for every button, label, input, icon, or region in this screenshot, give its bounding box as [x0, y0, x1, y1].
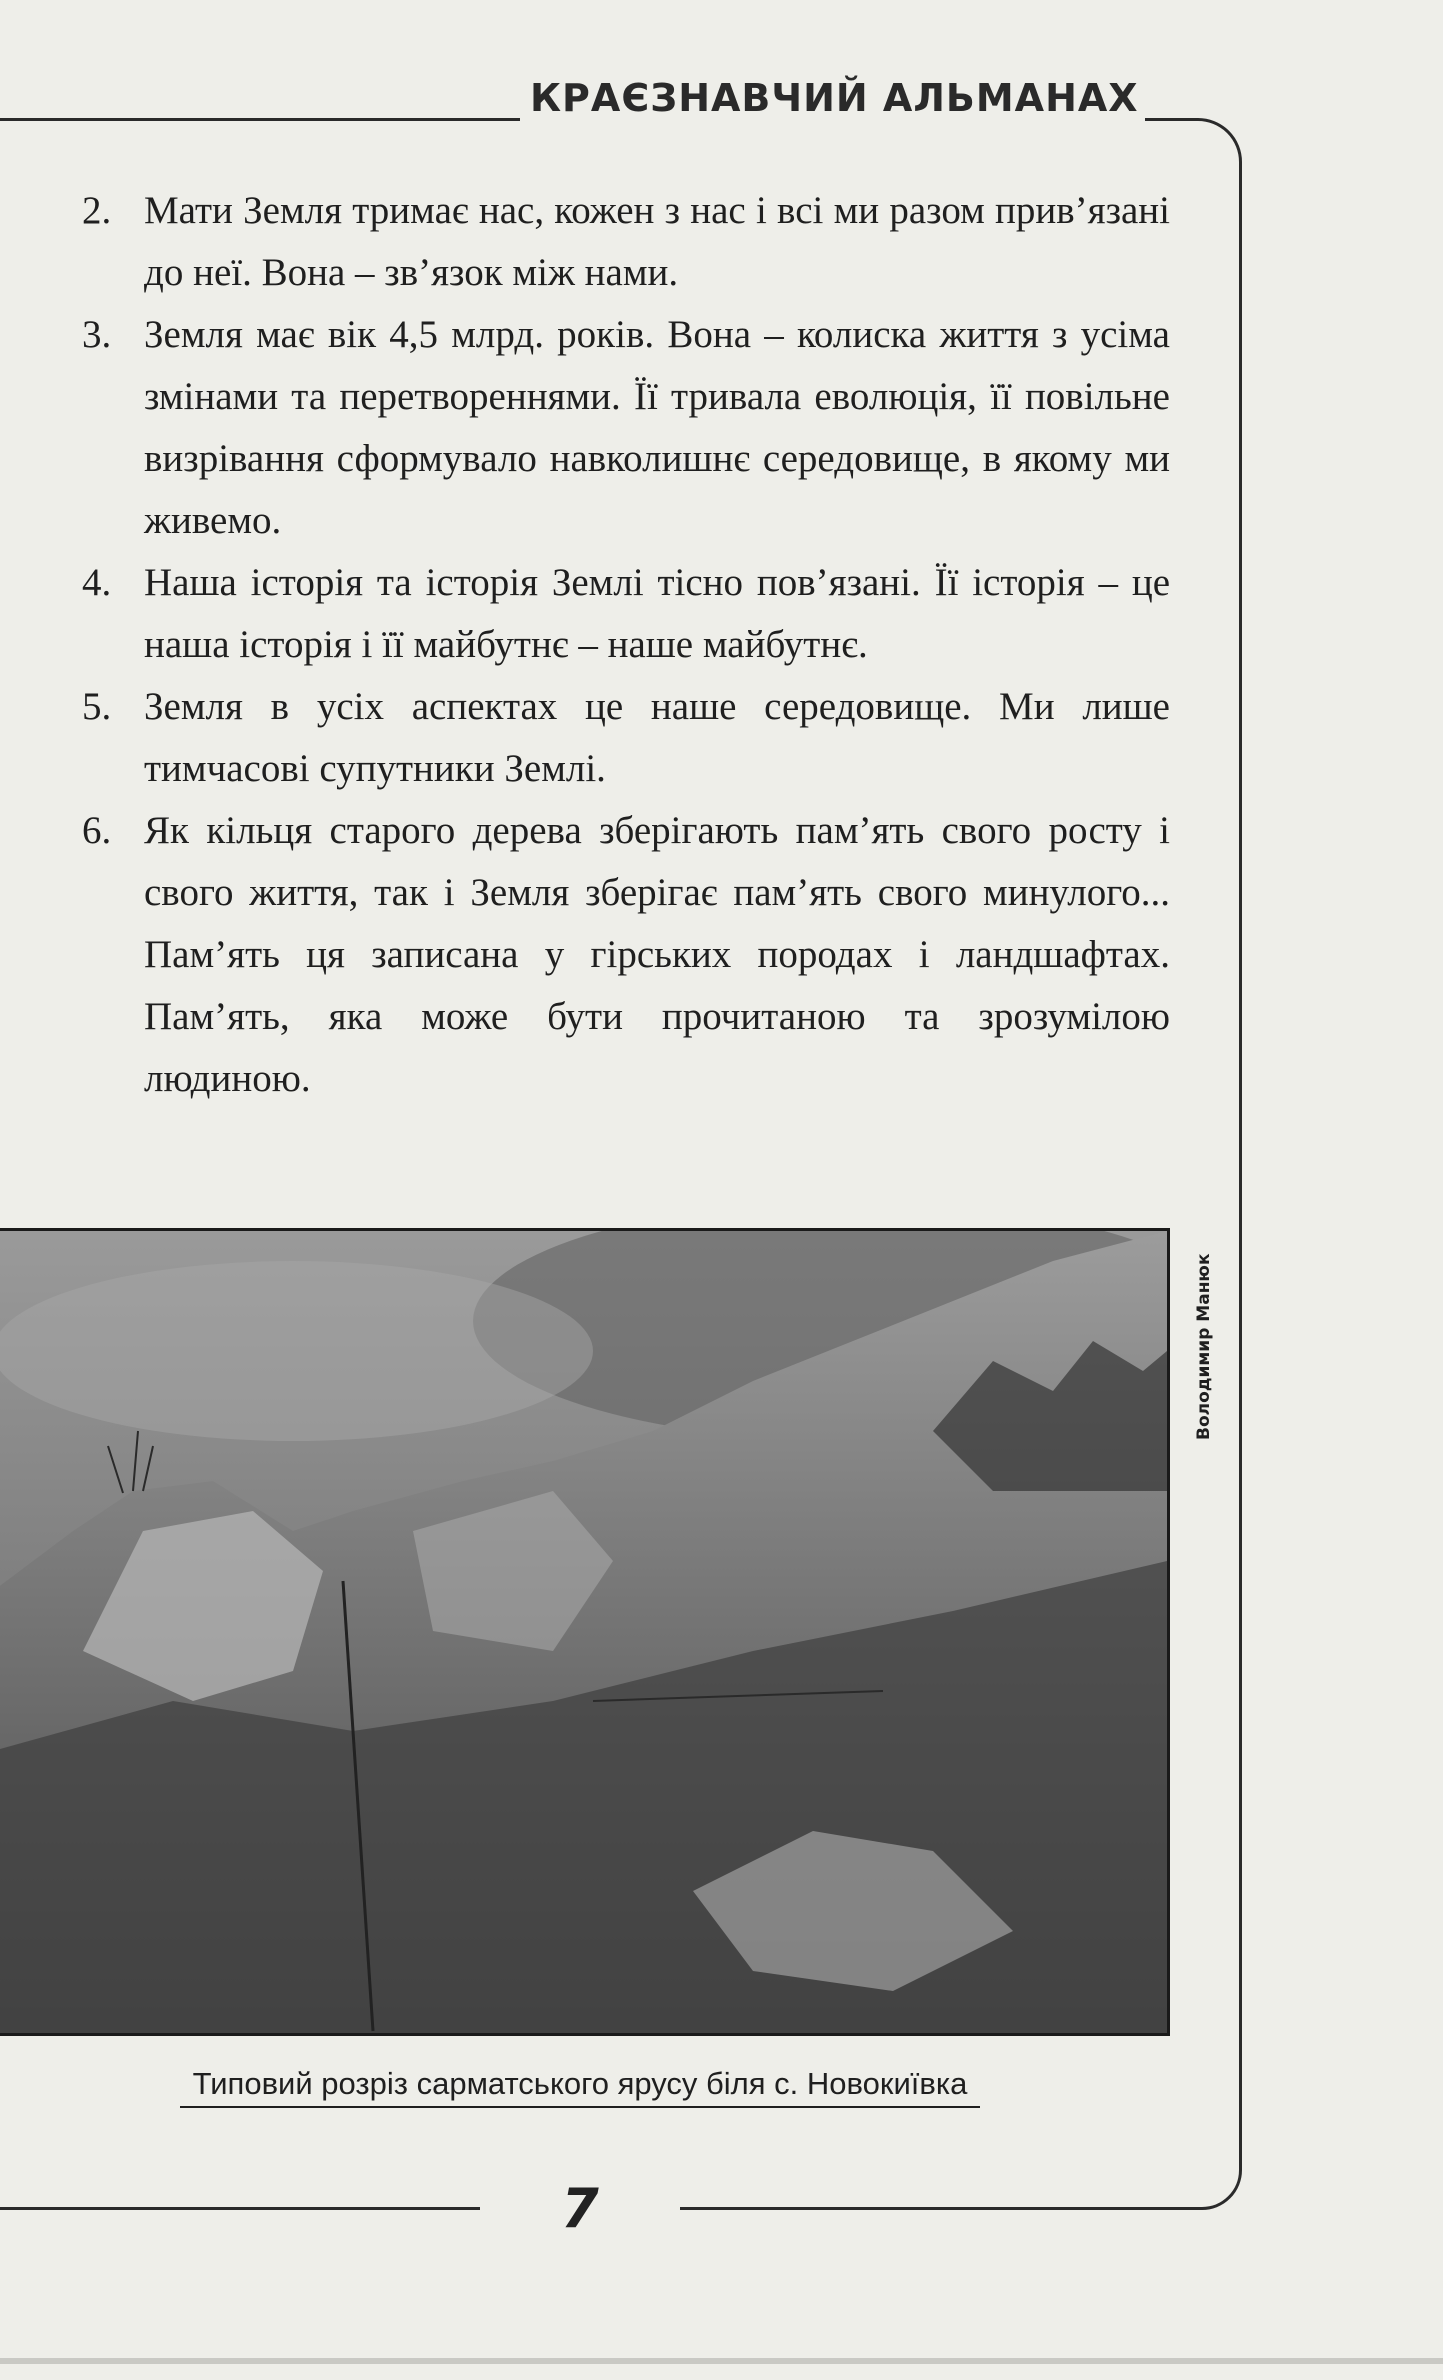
item-text: Земля в усіх аспектах це наше середовище. Ми лише тимчасові супутники Землі. — [144, 685, 1170, 790]
list-item — [70, 676, 1170, 800]
item-number: 3. — [82, 313, 112, 356]
item-number: 5. — [82, 685, 112, 728]
cloud — [0, 1261, 593, 1441]
item-text: Наша історія та історія Землі тісно пов’язані. Її історія – це наша історія і її майбутнє – наше майбутнє. — [144, 561, 1170, 666]
list-item — [70, 552, 1170, 676]
item-number: 2. — [82, 189, 112, 232]
list-item — [70, 800, 1170, 1110]
list-item — [70, 304, 1170, 552]
outcrop-illustration — [0, 1231, 1167, 2033]
item-text: Земля має вік 4,5 млрд. років. Вона – колиска життя з усіма змінами та перетвореннями. Її тривала еволюція, її повільне визрівання сформувало навколишнє середовище, в якому ми живемо. — [144, 313, 1170, 542]
page-number: 7 — [561, 2177, 599, 2240]
item-number: 4. — [82, 561, 112, 604]
photo-caption: Типовий розріз сарматського ярусу біля с. Новокиївка — [180, 2066, 980, 2108]
landscape-photo — [0, 1228, 1170, 2036]
principles-list — [70, 180, 1170, 1110]
item-text: Мати Земля тримає нас, кожен з нас і всі ми разом прив’язані до неї. Вона – зв’язок між нами. — [144, 189, 1170, 294]
list-item — [70, 180, 1170, 304]
item-text: Як кільця старого дерева зберігають пам’ять свого росту і свого життя, так і Земля зберігає пам’ять свого минулого... Пам’ять ця записана у гірських породах і ландшафтах. Пам’ять, яка може бути прочитаною та зрозумілою людиною. — [144, 809, 1170, 1100]
item-number: 6. — [82, 809, 112, 852]
page-edge — [0, 2358, 1443, 2364]
running-header: КРАЄЗНАВЧИЙ АЛЬМАНАХ — [530, 76, 1139, 120]
photo-credit: Володимир Манюк — [1194, 1253, 1214, 1440]
